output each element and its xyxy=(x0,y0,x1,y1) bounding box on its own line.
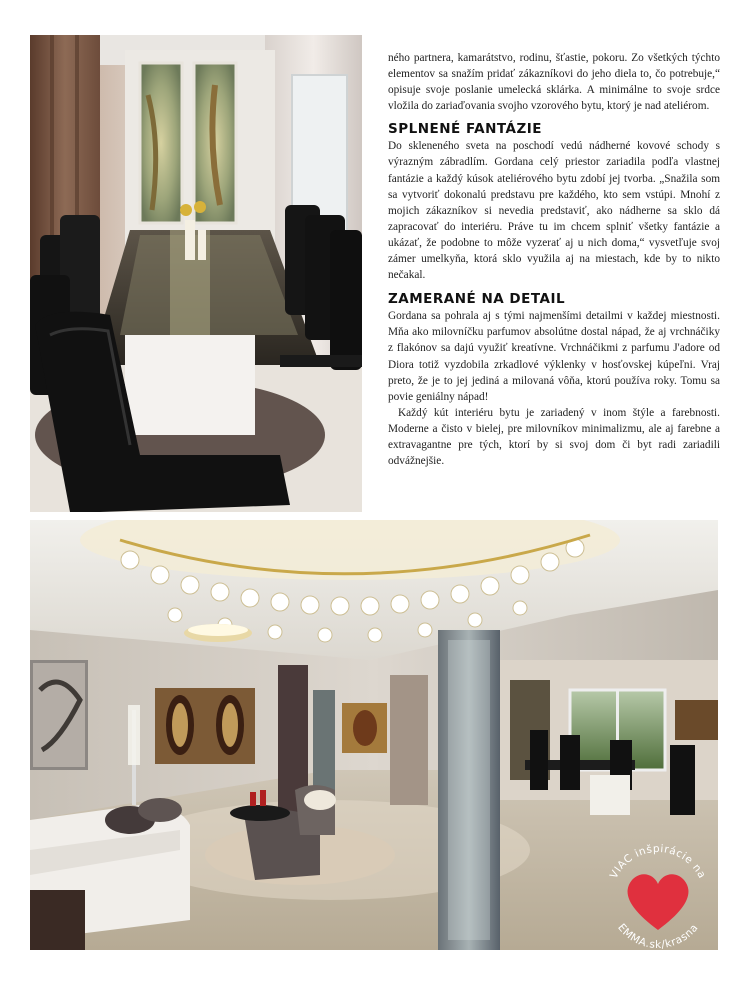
section2-paragraph-1: Gordana sa pohrala aj s tými najmenšími detailmi v každej miestnosti. Mňa ako milovníčku parfumov absolútne dostal nápad, že aj vrchnáčiky z flakónov sa dajú využiť kreatívne. Vrchnáčikmi z parfumu J'adore od Diora totiž vyzdobila zrkadlové výklenky v hosťovskej kúpeľni. Vraj preto, že je to jej jediná a milovaná vôňa, ktorú používa roky. Tomu sa povie geniálny nápad! xyxy=(388,310,720,403)
section1-paragraph: Do skleneného sveta na poschodí vedú nádherné kovové schody s výrazným zábradlím. Gordana celý priestor zariadila podľa vlastnej fantázie a každý kúsok ateliérového bytu zdobí jej tvorba. „Snažila som sa vytvoriť dokonalú predstavu pre každého, kto sem vstúpi. Mnohí z mojich zákazníkov si nevedia predstaviť, ako nádherne sa sklo dá zapracovať do interiéru. Práve tu im chcem splniť všetky fantázie a ukázať, že podobne to môže vyzerať aj u nich doma,“ vysvetľuje svoj zámer umelkyňa, ktorá sklo využila aj na miestach, kde by to nikto nečakal. xyxy=(388,140,720,282)
intro-paragraph: ného partnera, kamarátstvo, rodinu, šťastie, pokoru. Zo všetkých týchto elementov sa snažím pridať zákazníkovi do jeho diela to, čo potrebuje,“ opisuje svoje poslanie umelecká sklárka. A minimálne to svoje srdce vložila do zariaďovania svojho vzorového bytu, ktorý je nad ateliérom. xyxy=(388,52,720,113)
article-text-column xyxy=(388,50,720,469)
badge-text-bottom: EMMA.sk/krasna xyxy=(615,921,701,952)
section-heading-splnene-fantazie: SPLNENÉ FANTÁZIE xyxy=(388,121,543,138)
section2-paragraph-2: Každý kút interiéru bytu je zariadený v inom štýle a farebnosti. Moderne a čisto v bielej, pre milovníkov minimalizmu, ale aj farebne a extravagantne pre tých, ktorí by si svoj dom či byt radi zariadili odvážnejšie. xyxy=(388,406,720,468)
section-heading-zamerane-na-detail: ZAMERANÉ NA DETAIL xyxy=(388,291,566,308)
heart-icon xyxy=(628,874,689,930)
badge-text-top: VIAC inšpirácie na xyxy=(607,842,709,881)
promo-badge[interactable] xyxy=(600,838,716,954)
dining-room-photo xyxy=(30,35,362,512)
